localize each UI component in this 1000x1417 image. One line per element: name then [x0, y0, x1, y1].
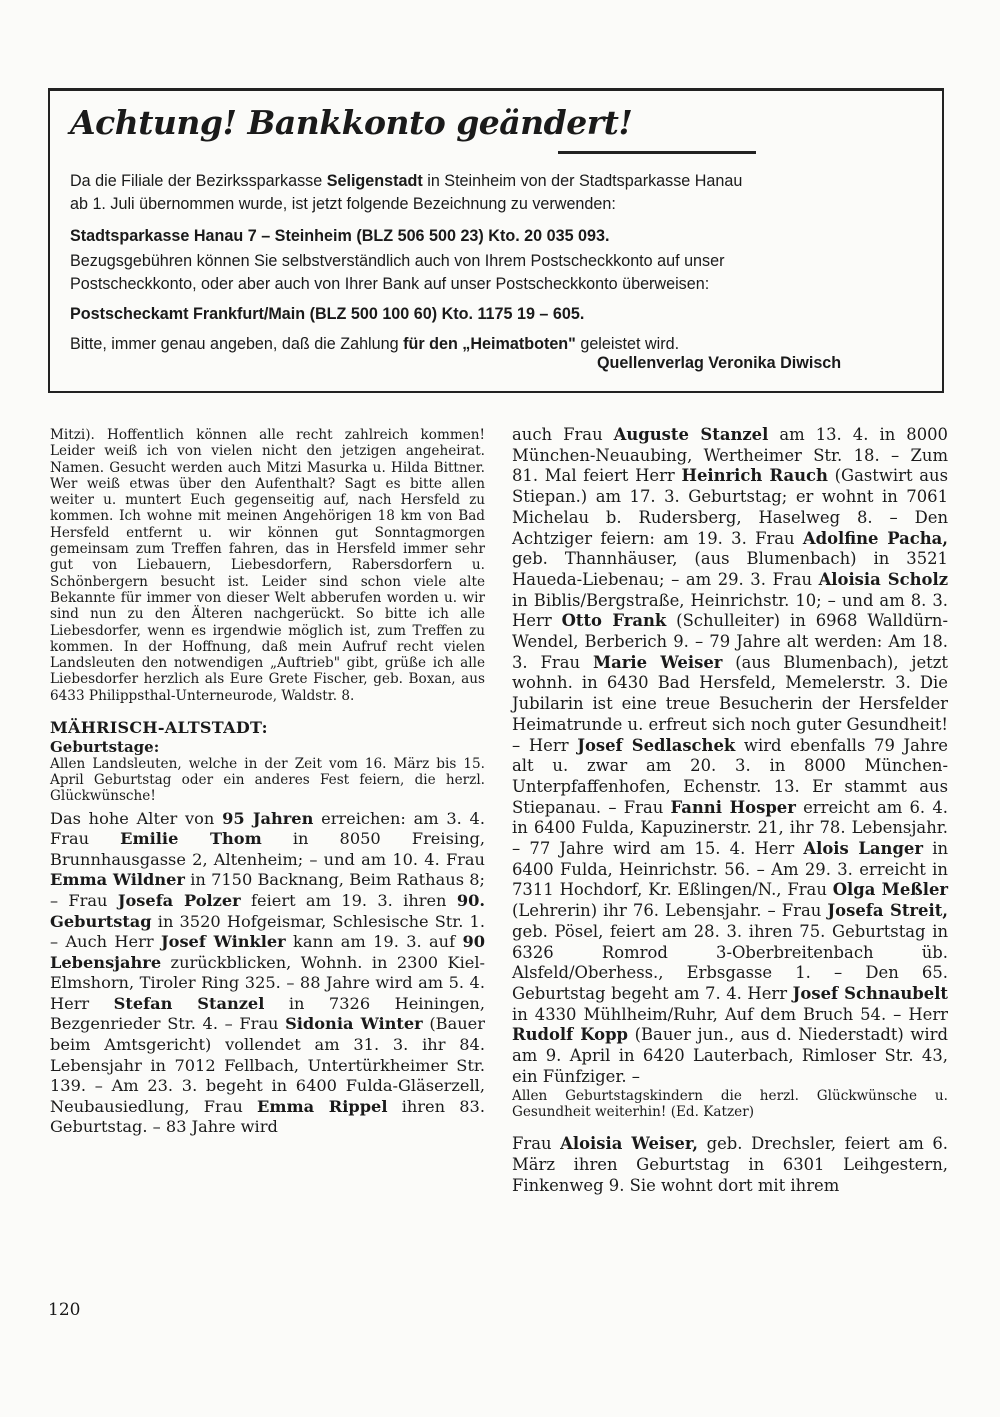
text-run: erreicht am 6. 4. in 6400 Fulda, Kapuzinerstr. 21, ihr 78. Lebensjahr. – 77 Jahre wird am 15. 4. Herr — [512, 797, 948, 859]
text-run: (Bauer jun., aus d. Niederstadt) wird am 9. April in 6420 Lauterbach, Rimloser Str. 43, ein Fünfziger. – — [512, 1025, 949, 1086]
text-run: in 8050 Freising, Brunnhausgasse 2, Altenheim; – und am 10. 4. Frau — [50, 829, 485, 869]
text-run: in Biblis/Bergstraße, Heinrichstr. 10; – und am 8. 3. Herr — [512, 590, 948, 631]
text-run: Allen Geburtstagskindern die herzl. Glückwünsche u. Gesundheit weiterhin! (Ed. Katzer) — [512, 1087, 948, 1120]
text-run: auch Frau — [512, 425, 614, 444]
bold-text: Josef Schnaubelt — [792, 983, 948, 1003]
bold-text: Emma Wildner — [50, 870, 185, 890]
text-run: (Schulleiter) in 6968 Walldürn-Wendel, Berberich 9. – 79 Jahre alt werden: Am 18. 3. Frau — [512, 611, 948, 672]
paragraph — [50, 809, 485, 1139]
notice-signature: Quellenverlag Veronika Diwisch — [597, 353, 842, 372]
text-run: ab 1. Juli übernommen wurde, ist jetzt folgende Bezeichnung zu verwenden: — [70, 194, 616, 213]
paragraph — [512, 1088, 948, 1121]
right-column — [512, 425, 948, 1196]
bold-text: Seligenstadt — [326, 171, 423, 190]
page-number: 120 — [48, 1300, 81, 1320]
bold-text: Auguste Stanzel — [613, 425, 769, 444]
text-run: geleistet wird. — [575, 334, 680, 353]
bold-text: Adolfine Pacha, — [802, 528, 948, 548]
bold-text: 90 Lebensjahre — [50, 932, 485, 972]
title-underline — [558, 151, 756, 154]
text-run: Frau — [512, 1134, 561, 1154]
bold-text: Aloisia Weiser, — [560, 1134, 698, 1154]
notice-line — [70, 251, 724, 271]
text-run: Das hohe Alter von — [50, 808, 223, 828]
section-heading — [50, 720, 485, 736]
text-run: in 4330 Mühlheim/Ruhr, Auf dem Bruch 54. – Herr — [512, 1004, 948, 1024]
bold-text: Aloisia Scholz — [818, 569, 948, 589]
left-column — [50, 427, 485, 1138]
bold-text: Sidonia Winter — [285, 1014, 423, 1034]
bold-text: Postscheckamt Frankfurt/Main (BLZ 500 100 60) Kto. 1175 19 – 605. — [70, 304, 585, 323]
text-run: in Steinheim von der Stadtsparkasse Hanau — [422, 171, 743, 190]
notice-line — [70, 304, 584, 324]
text-run: Allen Landsleuten, welche in der Zeit vom 16. März bis 15. April Geburtstag oder ein anderes Fest feiern, die herzl. Glückwünsche! — [50, 755, 485, 805]
text-run: geb. Drechsler, feiert am 6. März ihren Geburtstag in 6301 Leihgestern, Finkenweg 9. Sie wohnt dort mit ihrem — [512, 1134, 948, 1195]
text-run: (aus Blumenbach), jetzt wohnh. in 6430 Bad Hersfeld, Memelerstr. 3. Die Jubilarin ist eine treue Besucherin der Hersfelder Heimatrunde u. erfreut sich noch guter Gesundheit! – Herr — [512, 652, 948, 755]
text-run: wird ebenfalls 79 Jahre alt u. zwar am 20. 3. in 8000 München-Unterpfaffenhofen, Echenstr. 13. Er stammt aus Stiepanau. – Frau — [512, 735, 948, 817]
text-run: Da die Filiale der Bezirkssparkasse — [70, 171, 327, 190]
text-run: in 6400 Fulda, Heinrichstr. 56. – Am 29. 3. erreicht in 7311 Hochdorf, Kr. Eßlingen/N., Frau — [512, 839, 948, 900]
bold-text: Rudolf Kopp — [512, 1025, 629, 1045]
bold-text: Emma Rippel — [257, 1096, 388, 1116]
subheading — [50, 739, 485, 755]
text-run: (Gastwirt aus Stiepan.) am 17. 3. Geburtstag; er wohnt in 7061 Michelau b. Rudersberg, Haselweg 8. – Den Achtziger feiern: am 19. 3. Frau — [512, 466, 948, 548]
notice-line — [70, 226, 609, 246]
bank-account-notice-box — [48, 88, 944, 393]
notice-line — [70, 334, 679, 354]
text-run: MÄHRISCH-ALTSTADT: — [50, 718, 268, 738]
bold-text: Stefan Stanzel — [113, 993, 265, 1013]
text-run: Bitte, immer genau angeben, daß die Zahlung — [70, 334, 404, 353]
text-run: geb. Thannhäuser, (aus Blumenbach) in 3521 Haueda-Liebenau; – am 29. 3. Frau — [512, 549, 948, 589]
text-run: (Bauer beim Amtsgericht) vollendet am 31. 3. ihr 84. Lebensjahr in 7012 Fellbach, Untertürkheimer Str. 139. – Am 23. 3. begeht in 6400 Fulda-Gläserzell, Neubausiedlung, Frau — [50, 1014, 485, 1116]
notice-line — [70, 274, 709, 294]
text-run: feiert am 19. 3. ihren — [240, 890, 457, 910]
text-run: erreichen: am 3. 4. Frau — [50, 808, 485, 849]
text-run: in 7326 Heiningen, Bezgenrieder Str. 4. – Frau — [50, 993, 485, 1034]
text-run: ihren 83. Geburtstag. – 83 Jahre wird — [50, 1096, 485, 1137]
text-run: zurückblicken, Wohnh. in 2300 Kiel-Elmshorn, Tiroler Ring 325. – 88 Jahre wird am 5. 4. Herr — [50, 952, 485, 1013]
bold-text: Heinrich Rauch — [681, 466, 828, 486]
bold-text: Olga Meßler — [832, 880, 949, 900]
bold-text: Alois Langer — [803, 839, 923, 859]
paragraph — [512, 425, 948, 1088]
bold-text: 90. Geburtstag — [50, 890, 485, 931]
bold-text: für den „Heimatboten" — [403, 334, 576, 353]
notice-line — [70, 194, 616, 214]
bold-text: Fanni Hosper — [670, 797, 796, 817]
bold-text: Stadtsparkasse Hanau 7 – Steinheim (BLZ 506 500 23) Kto. 20 035 093. — [70, 226, 610, 245]
bold-text: Otto Frank — [561, 611, 667, 631]
bold-text: 95 Jahren — [222, 808, 314, 828]
text-run: kann am 19. 3. auf — [285, 932, 463, 952]
bold-text: Josef Sedlaschek — [577, 735, 736, 755]
text-run: geb. Pösel, feiert am 28. 3. ihren 75. Geburtstag in 6326 Romrod 3-Oberbreitenbach üb. Alsfeld/Oberhess., Erbsgasse 1. – Den 65. Geburtstag begeht am 7. 4. Herr — [512, 921, 948, 1003]
text-run: Geburtstage: — [50, 738, 160, 757]
notice-title: Achtung! Bankkonto geändert! — [70, 103, 633, 142]
bold-text: Emilie Thom — [120, 829, 262, 849]
bold-text: Marie Weiser — [592, 652, 723, 672]
text-run: Postscheckkonto, oder aber auch von Ihrer Bank auf unser Postscheckkonto überweisen: — [70, 274, 710, 293]
paragraph — [512, 1134, 948, 1196]
paragraph — [50, 427, 485, 704]
bold-text: Josefa Streit, — [827, 901, 948, 921]
text-run: in 7150 Backnang, Beim Rathaus 8; – Frau — [50, 870, 486, 910]
text-run: in 3520 Hofgeismar, Schlesische Str. 1. – Auch Herr — [50, 911, 485, 952]
paragraph — [50, 756, 485, 805]
text-run: am 13. 4. in 8000 München-Neuaubing, Wertheimer Str. 18. – Zum 81. Mal feiert Herr — [512, 425, 948, 486]
text-run: Mitzi). Hoffentlich können alle recht zahlreich kommen! Leider weiß ich von vielen nicht den jetzigen angeheirat. Namen. Gesucht werden auch Mitzi Masurka u. Hilda Bittner. Wer weiß etwas über den Aufenthalt? Sagt es bitte allen weiter u. muntert Euch gegenseitig auf, nach Hersfeld zu kommen. Ich wohne mit meinen Angehörigen 18 km von Bad Hersfeld entfernt u. wir können gut Sonntagmorgen gemeinsam zum Treffen fahren, das in Hersfeld immer sehr gut von Liebauern, Liebesdorfern, Rabersdorfern u. Schönbergern besucht ist. Leider sind schon viele alte Bekannte für immer von dieser Welt abberufen worden u. wir sind nun zu den Älteren nachgerückt. So bitte ich alle Liebesdorfer, wenn es irgendwie möglich ist, zum Treffen zu kommen. In der Hoffnung, daß mein Aufruf recht vielen Landsleuten den notwendigen „Auftrieb" gibt, grüße ich alle Liebesdorfer herzlich als Eure Grete Fischer, geb. Boxan, aus 6433 Philippsthal-Unterneurode, Waldstr. 8. — [50, 427, 485, 704]
text-run: Bezugsgebühren können Sie selbstverständlich auch von Ihrem Postscheckkonto auf unser — [70, 251, 725, 270]
bold-text: Josef Winkler — [160, 932, 286, 952]
bold-text: Josefa Polzer — [117, 890, 241, 910]
notice-line — [70, 171, 742, 191]
text-run: (Lehrerin) ihr 76. Lebensjahr. – Frau — [512, 901, 828, 921]
